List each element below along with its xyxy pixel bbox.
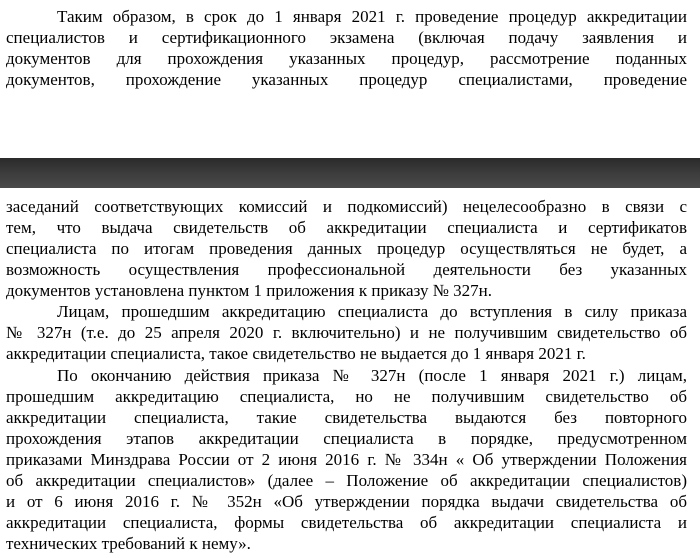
paragraph-line: аккредитации специалиста, такое свидетельство не выдается до 1 января 2021 г.: [6, 344, 586, 363]
paragraph-line: тем, что выдача свидетельств об аккредитации специалиста и сертификатов: [6, 218, 687, 237]
paragraph-line: документов установлена пунктом 1 приложения к приказу № 327н.: [6, 281, 493, 300]
paragraph-line: прошедшим аккредитацию специалиста, но не получившим свидетельство об: [6, 387, 687, 406]
paragraph-line: Лицам, прошедшим аккредитацию специалиста до вступления в силу приказа: [57, 302, 687, 321]
paragraph-line: технических требований к нему».: [6, 534, 251, 553]
paragraph-line: Таким образом, в срок до 1 января 2021 г. проведение процедур аккредитации: [57, 7, 687, 26]
paragraph-line: об аккредитации специалистов» (далее – Положение об аккредитации специалистов): [6, 471, 687, 490]
paragraph-line: специалистов и сертификационного экзамена (включая подачу заявления и: [6, 28, 687, 47]
paragraph-line: По окончанию действия приказа № 327н (после 1 января 2021 г.) лицам,: [57, 366, 687, 385]
page-break-divider: [0, 158, 700, 188]
paragraph-line: документов, прохождение указанных процедур специалистами, проведение: [6, 70, 687, 89]
paragraph-line: приказами Минздрава России от 2 июня 2016 г. № 334н « Об утверждении Положения: [6, 450, 687, 469]
paragraph-line: № 327н (т.е. до 25 апреля 2020 г. включительно) и не получившим свидетельство об: [6, 323, 687, 342]
paragraph-line: заседаний соответствующих комиссий и подкомиссий) нецелесообразно в связи с: [6, 197, 687, 216]
paragraph-line: аккредитации специалиста, формы свидетельства об аккредитации специалиста и: [6, 513, 687, 532]
paragraph-line: прохождения этапов аккредитации специалиста в порядке, предусмотренном: [6, 429, 687, 448]
paragraph-line: и от 6 июня 2016 г. № 352н «Об утверждении порядка выдачи свидетельства об: [6, 492, 687, 511]
paragraph-line: возможность осуществления профессиональной деятельности без указанных: [6, 260, 687, 279]
document-page-top: [0, 0, 700, 158]
paragraph-line: специалиста по итогам проведения данных процедур осуществляться не будет, а: [6, 239, 687, 258]
paragraph-line: аккредитации специалиста, такие свидетельства выдаются без повторного: [6, 408, 687, 427]
document-page-bottom: [0, 188, 700, 558]
paragraph-line: документов для прохождения указанных процедур, рассмотрение поданных: [6, 49, 687, 68]
